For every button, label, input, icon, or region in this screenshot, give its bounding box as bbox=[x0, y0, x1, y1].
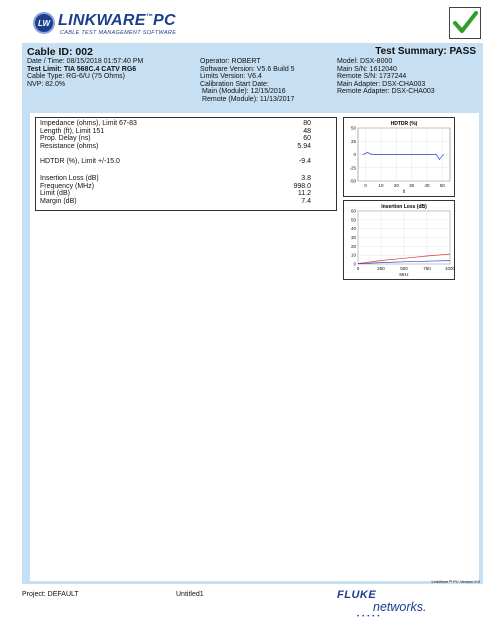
y-tick-label: 30 bbox=[350, 235, 356, 240]
measurement-label: Margin (dB) bbox=[40, 197, 77, 205]
brand-trademark: ™ bbox=[145, 13, 154, 21]
x-tick-label: 750 bbox=[423, 266, 431, 271]
fluke-logo-text: FLUKE bbox=[337, 589, 377, 601]
brand-name: LINKWARE bbox=[58, 12, 146, 29]
measurement-value: -9.4 bbox=[298, 158, 311, 165]
model: Model: DSX-8000 bbox=[337, 58, 393, 65]
nvp: NVP: 82.0% bbox=[27, 80, 66, 88]
y-tick-label: 60 bbox=[350, 208, 356, 214]
measurement-label: Resistance (ohms) bbox=[40, 142, 99, 150]
x-tick-label: 250 bbox=[377, 266, 385, 271]
measurement-label: HDTDR (%), Limit +/-15.0 bbox=[40, 158, 120, 165]
check-mark-icon bbox=[449, 7, 481, 39]
insertion-loss-chart bbox=[343, 200, 455, 280]
measurement-label: Limit (dB) bbox=[40, 190, 70, 197]
chart-title: Insertion Loss (dB) bbox=[381, 204, 427, 210]
networks-logo-text: networks. bbox=[373, 600, 427, 614]
hdtdr-chart bbox=[343, 117, 455, 197]
measurement-value: 998.0 bbox=[293, 182, 311, 190]
x-axis-label: ft bbox=[402, 189, 406, 194]
test-summary: Test Summary: PASS bbox=[375, 46, 476, 57]
remote-serial: Remote S/N: 1737244 bbox=[337, 73, 407, 80]
measurement-value: 60 bbox=[303, 135, 311, 142]
cable-type: Cable Type: RG-6/U (75 Ohms) bbox=[27, 73, 125, 80]
x-tick-label: 1000 bbox=[444, 266, 456, 271]
fluke-logo-dots: ••••• bbox=[357, 614, 383, 620]
x-tick-label: 0 bbox=[364, 183, 367, 188]
y-tick-label: -25 bbox=[349, 165, 356, 171]
y-tick-label: 20 bbox=[350, 243, 356, 249]
x-tick-label: 30 bbox=[409, 183, 415, 188]
project-name: Project: DEFAULT bbox=[22, 591, 79, 598]
remote-adapter: Remote Adapter: DSX-CHA003 bbox=[337, 88, 435, 95]
y-tick-label: 25 bbox=[350, 138, 356, 144]
measurement-value: 80 bbox=[303, 120, 311, 127]
main-serial: Main S/N: 1612040 bbox=[337, 65, 397, 73]
measurement-value: 3.8 bbox=[301, 175, 311, 182]
y-tick-label: 50 bbox=[350, 217, 356, 223]
limits-version: Limits Version: V6.4 bbox=[200, 73, 262, 80]
measurement-value: 7.4 bbox=[301, 197, 311, 205]
measurement-value: 48 bbox=[303, 127, 311, 135]
software-version-footer: LinkWare™ PC Version 9.9 bbox=[431, 579, 480, 584]
measurements-table bbox=[35, 117, 337, 211]
x-tick-label: 40 bbox=[424, 183, 430, 188]
measurement-label: Prop. Delay (ns) bbox=[40, 135, 91, 142]
linkware-logo-mark: LW bbox=[33, 12, 55, 34]
y-tick-label: 0 bbox=[353, 261, 356, 267]
y-tick-label: -50 bbox=[349, 178, 356, 184]
y-tick-label: 0 bbox=[353, 152, 356, 157]
linkware-logo-text bbox=[58, 12, 176, 30]
operator: Operator: ROBERT bbox=[200, 58, 261, 65]
measurement-label: Insertion Loss (dB) bbox=[40, 175, 99, 182]
date-time: Date / Time: 08/15/2018 01:57:40 PM bbox=[27, 58, 144, 65]
calibration-remote: Remote (Module): 11/13/2017 bbox=[200, 95, 295, 103]
measurement-value: 5.94 bbox=[297, 142, 311, 150]
software-version: Software Version: V5.6 Build 5 bbox=[200, 65, 295, 73]
x-tick-label: 50 bbox=[439, 183, 445, 188]
y-tick-label: 50 bbox=[350, 125, 356, 131]
calibration-main: Main (Module): 12/15/2016 bbox=[200, 88, 286, 95]
calibration-start-date: Calibration Start Date: bbox=[200, 80, 269, 88]
measurement-label: Frequency (MHz) bbox=[40, 182, 95, 190]
measurement-label: Impedance (ohms), Limit 67-83 bbox=[40, 120, 137, 127]
x-axis-label: MHz bbox=[399, 272, 409, 277]
x-tick-label: 500 bbox=[400, 266, 408, 271]
x-tick-label: 0 bbox=[356, 266, 360, 271]
main-adapter: Main Adapter: DSX-CHA003 bbox=[337, 80, 426, 88]
measurement-label: Length (ft), Limit 151 bbox=[40, 127, 105, 135]
brand-subtitle: CABLE TEST MANAGEMENT SOFTWARE bbox=[60, 30, 177, 36]
chart-title: HDTDR (%) bbox=[390, 121, 418, 127]
x-tick-label: 10 bbox=[378, 183, 384, 188]
y-tick-label: 10 bbox=[350, 252, 356, 258]
x-tick-label: 20 bbox=[393, 183, 399, 188]
brand-name-suffix: PC bbox=[153, 12, 176, 29]
document-name: Untitled1 bbox=[176, 591, 204, 598]
cable-id: Cable ID: 002 bbox=[27, 46, 93, 58]
test-limit: Test Limit: TIA 568C.4 CATV RG6 bbox=[27, 65, 137, 73]
measurement-value: 11.2 bbox=[297, 190, 311, 197]
y-tick-label: 40 bbox=[350, 226, 356, 232]
